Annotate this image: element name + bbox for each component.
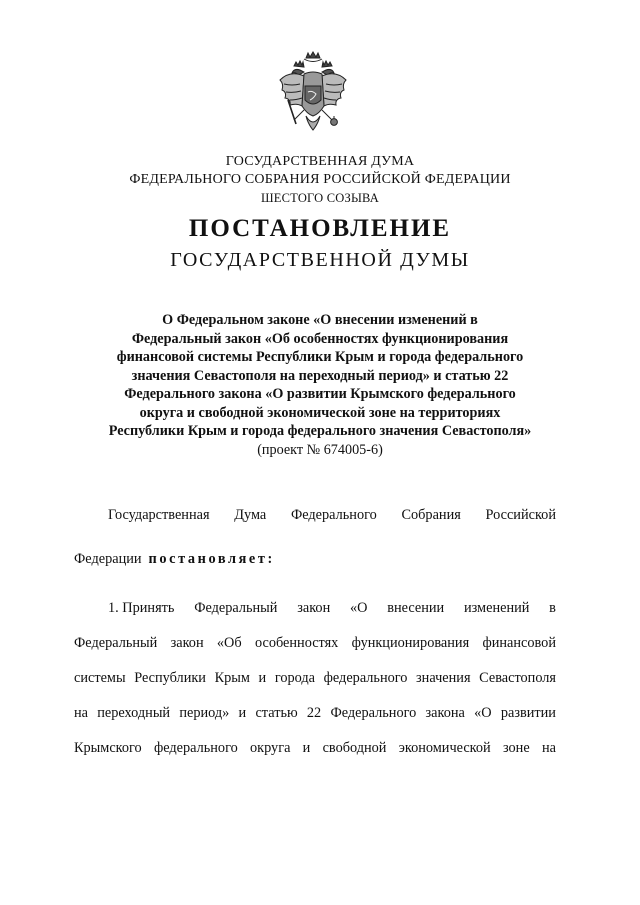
word: Государственная	[108, 507, 210, 523]
subject-line: значения Севастополя на переходный период» и статью 22	[131, 367, 509, 384]
word: в	[549, 600, 556, 616]
header-line-duma: ГОСУДАРСТВЕННАЯ ДУМА	[225, 154, 415, 169]
word: «Об	[216, 635, 242, 651]
word: и	[258, 670, 267, 686]
word: и	[238, 705, 247, 721]
word: внесении	[387, 600, 445, 616]
word: зоне	[502, 740, 530, 756]
word: Собрания	[401, 507, 461, 523]
word: период»	[179, 705, 230, 721]
subject-line: Республики Крым и города федерального значения Севастополя»	[108, 423, 532, 439]
point-1-line-4	[74, 704, 556, 722]
subject-line: Федеральный закон «Об особенностях функционирования	[131, 330, 509, 347]
word: Крым	[214, 670, 250, 686]
word: Севастополя	[479, 670, 556, 686]
word: функционирования	[351, 635, 470, 651]
word: Российской	[485, 507, 556, 523]
word: экономической	[398, 740, 491, 756]
point-1-line-3	[74, 669, 556, 687]
word: округа	[250, 740, 291, 756]
point-1-line-1	[74, 599, 556, 617]
word: 22	[306, 705, 322, 721]
subject-line: О Федеральном законе «О внесении изменений в	[162, 312, 478, 328]
word: Федеральный	[74, 635, 158, 651]
resolves-emphasis: постановляет:	[148, 551, 275, 567]
word: развитии	[500, 705, 556, 721]
word: закон	[297, 600, 331, 616]
word: значения	[416, 670, 471, 686]
point-1-line-2	[74, 634, 556, 652]
word: финансовой	[482, 635, 556, 651]
word: особенностях	[254, 635, 339, 651]
document-issuer-title: ГОСУДАРСТВЕННОЙ ДУМЫ	[170, 249, 470, 271]
word: и	[302, 740, 311, 756]
word: статью	[255, 705, 298, 721]
preamble-paragraph	[74, 506, 556, 568]
word: на	[74, 705, 88, 721]
subject-line: финансовой системы Республики Крым и города федерального	[116, 349, 524, 365]
point-1-paragraph	[74, 599, 556, 757]
word: «О	[350, 600, 368, 616]
word: Федерального	[290, 507, 377, 523]
word: Федерации	[74, 551, 142, 567]
resolution-subject	[60, 311, 580, 459]
word: «О	[474, 705, 492, 721]
word: изменений	[463, 600, 530, 616]
word: Федерального	[330, 705, 417, 721]
subject-line: округа и свободной экономической зоне на территориях	[139, 404, 501, 421]
preamble-line-2	[74, 550, 556, 568]
word: Республики	[134, 670, 206, 686]
coat-of-arms-icon	[274, 50, 352, 142]
word: системы	[74, 670, 126, 686]
word: города	[274, 670, 315, 686]
word: закон	[170, 635, 204, 651]
organization-header	[0, 153, 640, 207]
word: федерального	[153, 740, 238, 756]
word: федерального	[323, 670, 408, 686]
word: 1. Принять	[108, 600, 175, 616]
word: на	[541, 740, 556, 756]
point-1-line-5	[74, 739, 556, 757]
header-line-convocation: ШЕСТОГО СОЗЫВА	[260, 191, 380, 205]
header-line-assembly: ФЕДЕРАЛЬНОГО СОБРАНИЯ РОССИЙСКОЙ ФЕДЕРАЦИИ	[129, 172, 511, 187]
project-number: (проект № 674005-6)	[257, 441, 383, 458]
word: Дума	[234, 507, 267, 523]
word: Федеральный	[194, 600, 278, 616]
preamble-line-1	[74, 506, 556, 524]
document-type-title: ПОСТАНОВЛЕНИЕ	[188, 215, 452, 242]
word: закона	[425, 705, 465, 721]
word: Крымского	[74, 740, 142, 756]
word: переходный	[97, 705, 171, 721]
word: свободной	[322, 740, 387, 756]
subject-line: Федерального закона «О развитии Крымского федерального	[124, 386, 516, 402]
